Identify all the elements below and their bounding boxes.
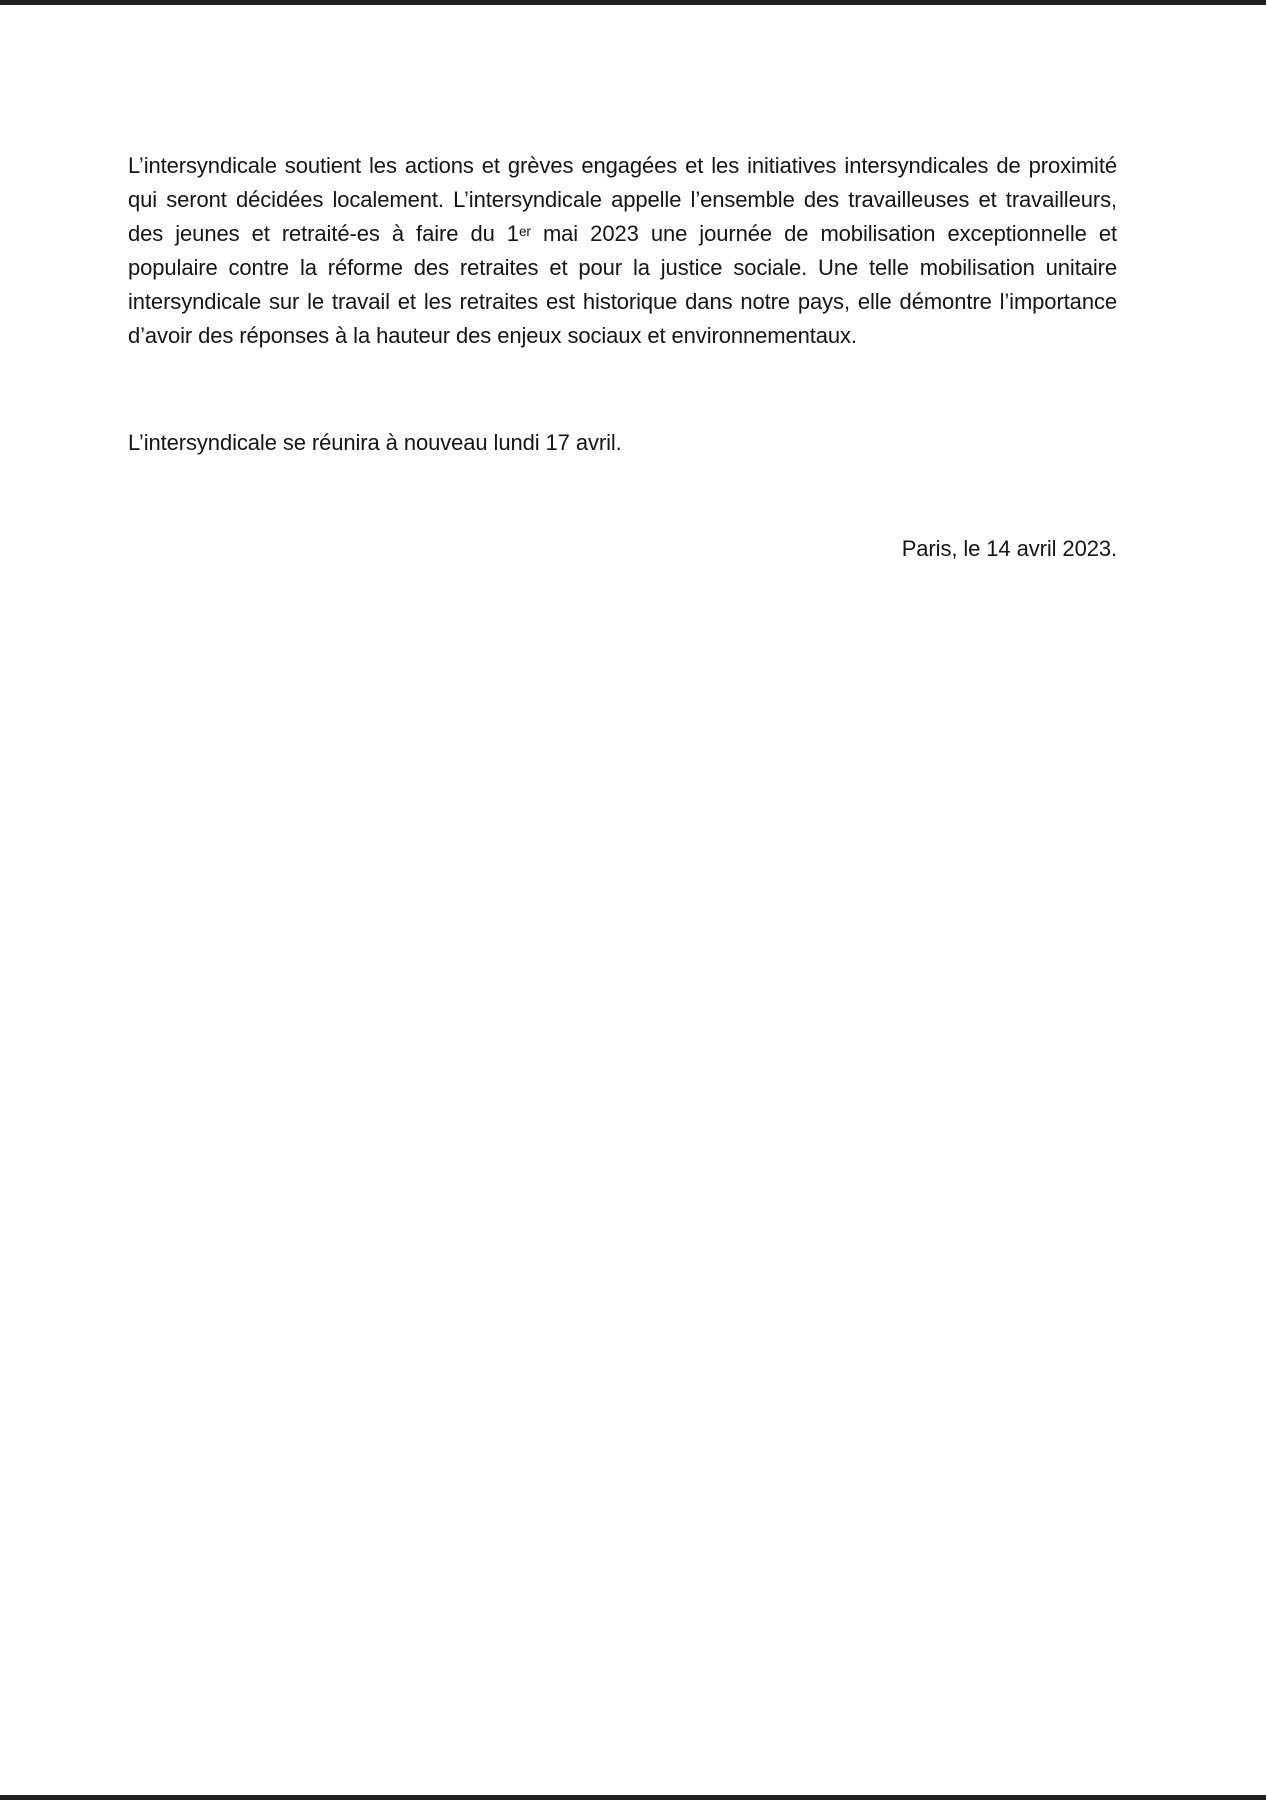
superscript-ordinal: er (518, 223, 531, 239)
paragraph-support (128, 149, 1117, 353)
paragraph-line: intersyndicale sur le travail et les retraites est historique dans notre pays, elle démontre l’importance (128, 289, 1117, 314)
letter-content (128, 149, 1117, 566)
page-bottom-edge-bar (0, 1795, 1266, 1800)
line3-text-after: mai 2023 une journée de mobilisation exceptionnelle et (530, 221, 1117, 246)
paragraph-line: populaire contre la réforme des retraites et pour la justice sociale. Une telle mobilisation unitaire (128, 255, 1117, 280)
paragraph-line: L’intersyndicale soutient les actions et grèves engagées et les initiatives intersyndicales de proximité (128, 153, 1117, 178)
page-top-edge-bar (0, 0, 1266, 5)
paragraph-line (128, 217, 1117, 251)
paragraph-line: qui seront décidées localement. L’intersyndicale appelle l’ensemble des travailleuses et travailleurs, (128, 187, 1117, 212)
paragraph-line: d’avoir des réponses à la hauteur des enjeux sociaux et environnementaux. (128, 323, 857, 348)
line3-text-before: des jeunes et retraité-es à faire du 1 (128, 221, 519, 246)
paragraph-meeting: L’intersyndicale se réunira à nouveau lundi 17 avril. (128, 430, 622, 455)
dateline: Paris, le 14 avril 2023. (901, 536, 1117, 561)
